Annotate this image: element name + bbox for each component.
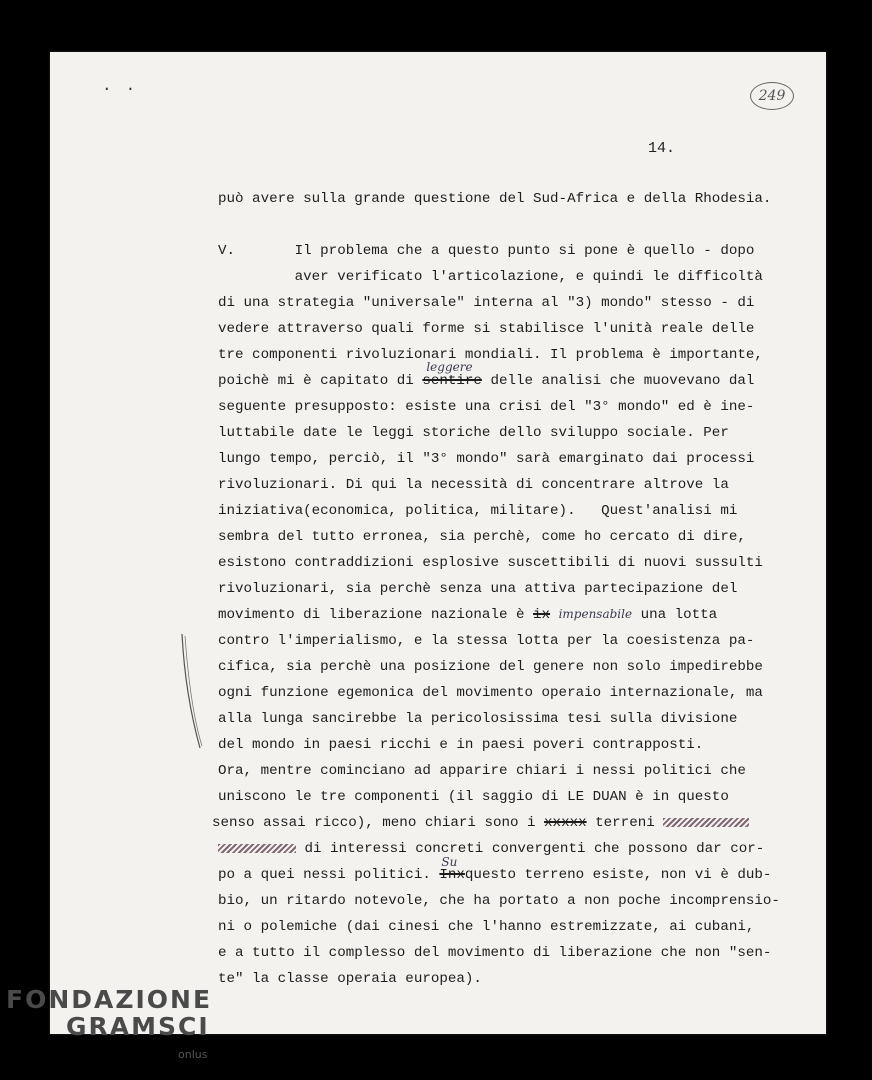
margin-line-mark bbox=[178, 632, 208, 752]
text-line bbox=[218, 841, 764, 857]
text-line: lungo tempo, perciò, il "3° mondo" sarà emarginato dai processi bbox=[218, 451, 755, 467]
text-segment: po a quei nessi politici. bbox=[218, 867, 440, 883]
struck-word: ix bbox=[533, 607, 551, 623]
stamp-number: 249 bbox=[758, 88, 786, 104]
text-line: te" la classe operaia europea). bbox=[218, 971, 482, 987]
text-line: bio, un ritardo notevole, che ha portato a non poche incomprensio- bbox=[218, 893, 780, 909]
text-segment: questo terreno esiste, non vi è dub- bbox=[464, 867, 772, 883]
text-line bbox=[212, 815, 749, 831]
logo-line-1: FONDAZIONE bbox=[6, 985, 213, 1014]
text-segment: poichè mi è capitato di bbox=[218, 373, 423, 389]
text-segment bbox=[550, 607, 559, 623]
text-line: ni o polemiche (dai cinesi che l'hanno estremizzate, ai cubani, bbox=[218, 919, 755, 935]
text-line: aver verificato l'articolazione, e quindi le difficoltà bbox=[218, 269, 763, 285]
document-page bbox=[50, 52, 826, 1034]
handwritten-insertion: impensabile bbox=[558, 607, 633, 621]
text-line: Ora, mentre cominciano ad apparire chiari i nessi politici che bbox=[218, 763, 746, 779]
archive-stamp bbox=[750, 82, 794, 110]
text-segment: una lotta bbox=[632, 607, 718, 623]
text-line: contro l'imperialismo, e la stessa lotta per la coesistenza pa- bbox=[218, 633, 755, 649]
text-line: iniziativa(economica, politica, militare). Quest'analisi mi bbox=[218, 503, 738, 519]
text-line: uniscono le tre componenti (il saggio di LE DUAN è in questo bbox=[218, 789, 729, 805]
text-line: di una strategia "universale" interna al "3) mondo" stesso - di bbox=[218, 295, 755, 311]
text-line bbox=[218, 855, 772, 883]
foundation-logo bbox=[6, 985, 213, 1061]
text-line: esistono contraddizioni esplosive suscettibili di nuovi sussulti bbox=[218, 555, 763, 571]
struck-word: Inx bbox=[439, 867, 465, 883]
text-line: seguente presupposto: esiste una crisi del "3° mondo" ed è ine- bbox=[218, 399, 755, 415]
text-line: cifica, sia perchè una posizione del genere non solo impedirebbe bbox=[218, 659, 763, 675]
struck-word: sentire bbox=[422, 373, 482, 389]
punch-dots: ·· bbox=[102, 80, 150, 98]
text-segment: terreni bbox=[586, 815, 664, 831]
text-line: del mondo in paesi ricchi e in paesi poveri contrapposti. bbox=[218, 737, 704, 753]
text-segment: senso assai ricco), meno chiari sono i bbox=[212, 815, 545, 831]
scribbled-out-word bbox=[663, 818, 749, 827]
handwritten-correction: leggere bbox=[426, 360, 473, 374]
text-line: vedere attraverso quali forme si stabilisce l'unità reale delle bbox=[218, 321, 755, 337]
text-line: alla lunga sancirebbe la pericolosissima tesi sulla divisione bbox=[218, 711, 738, 727]
struck-word: xxxxx bbox=[544, 815, 587, 831]
text-line: tre componenti rivoluzionari mondiali. Il problema è importante, bbox=[218, 347, 763, 363]
text-line bbox=[218, 360, 755, 389]
text-line: V. Il problema che a questo punto si pone è quello - dopo bbox=[218, 243, 755, 259]
text-segment: delle analisi che muovevano dal bbox=[481, 373, 755, 389]
logo-line-3: onlus bbox=[178, 1048, 208, 1061]
page-number: 14. bbox=[648, 140, 676, 157]
logo-line-2: GRAMSCI bbox=[66, 1012, 210, 1041]
text-line: rivoluzionari. Di qui la necessità di concentrare altrove la bbox=[218, 477, 729, 493]
text-line: sembra del tutto erronea, sia perchè, come ho cercato di dire, bbox=[218, 529, 746, 545]
handwritten-correction: Su bbox=[441, 855, 458, 869]
text-segment: movimento di liberazione nazionale è bbox=[218, 607, 534, 623]
text-line: rivoluzionari, sia perchè senza una attiva partecipazione del bbox=[218, 581, 738, 597]
scribbled-out-word bbox=[218, 844, 296, 853]
text-line bbox=[218, 607, 717, 623]
text-line: ogni funzione egemonica del movimento operaio internazionale, ma bbox=[218, 685, 763, 701]
text-line: luttabile date le leggi storiche dello sviluppo sociale. Per bbox=[218, 425, 729, 441]
text-segment: di interessi concreti convergenti che possono dar cor- bbox=[296, 841, 765, 857]
text-line: può avere sulla grande questione del Sud-Africa e della Rhodesia. bbox=[218, 191, 772, 207]
text-line: e a tutto il complesso del movimento di liberazione che non "sen- bbox=[218, 945, 772, 961]
